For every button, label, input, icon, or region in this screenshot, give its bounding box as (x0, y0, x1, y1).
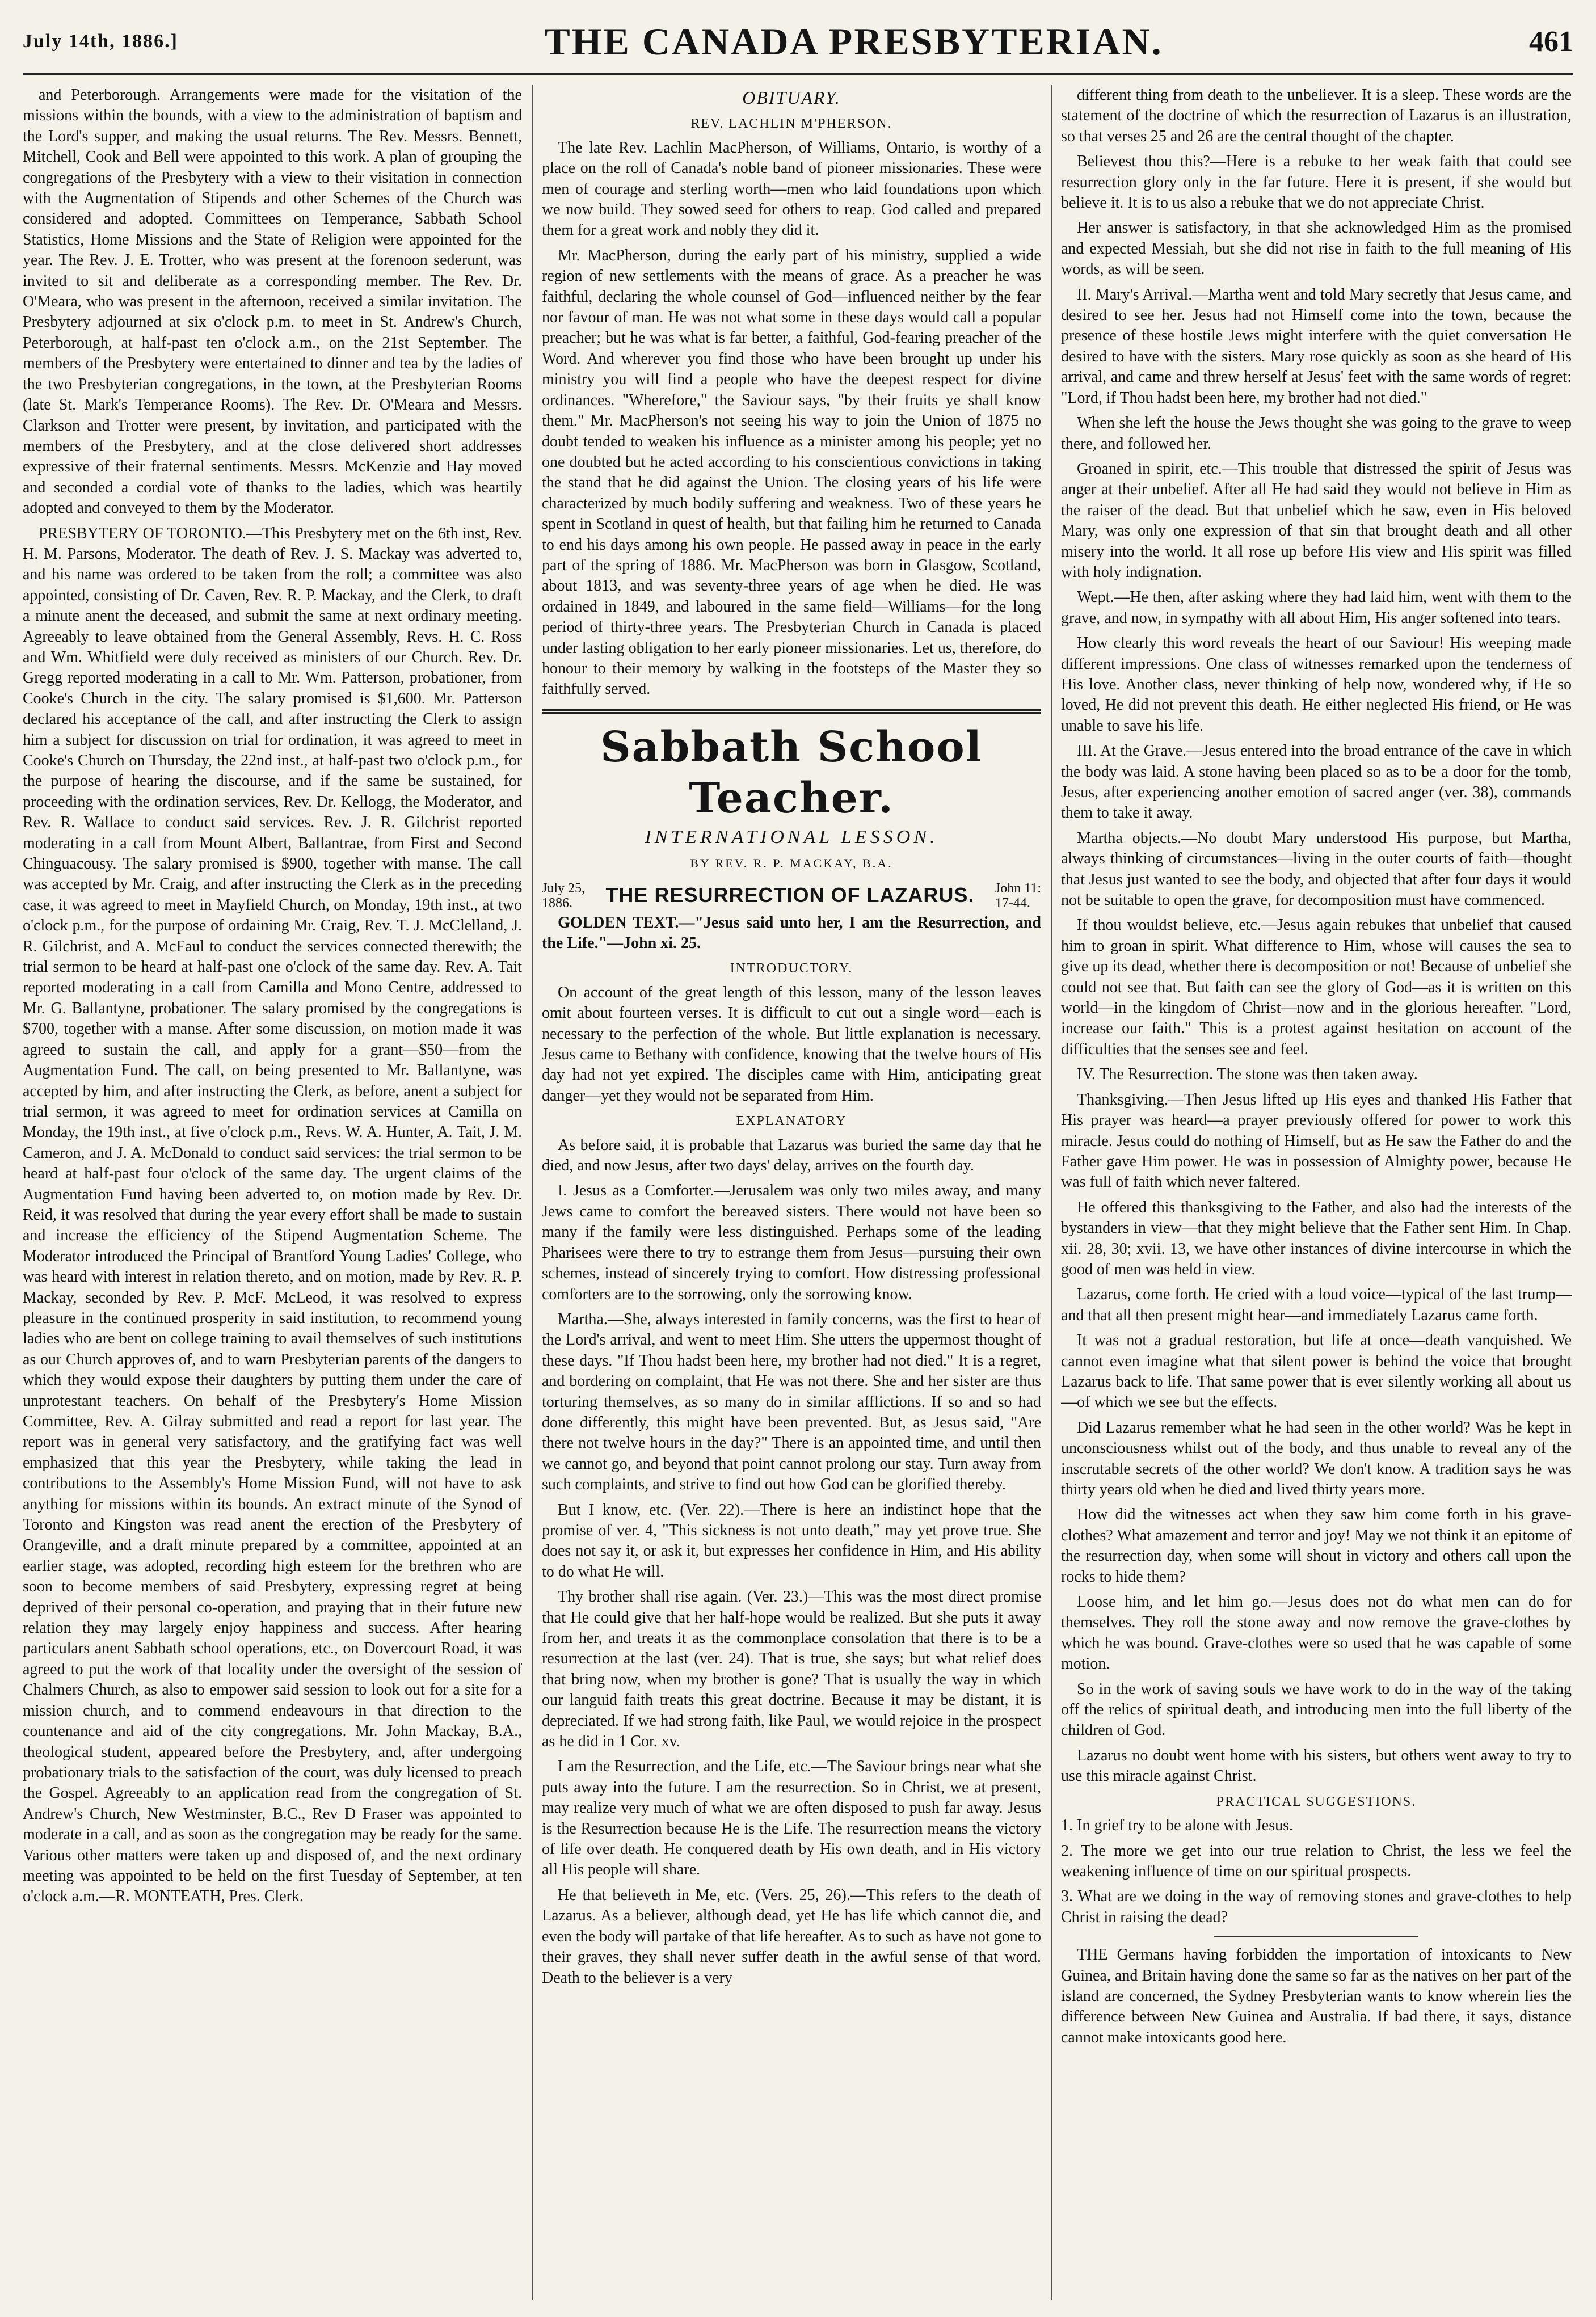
column-presbytery-reports (23, 85, 522, 2300)
obituary-heading: OBITUARY. (742, 87, 841, 108)
paragraph: He that believeth in Me, etc. (Vers. 25, 26).—This refers to the death of Lazarus. As a believer, although dead, yet He has life which cannot die, and even the body will partake of that life hereafter. As to such as have not gone to their graves, they shall never suffer death in the awful sense of that word. Death to the believer is a very (542, 1886, 1041, 1987)
list-item: 3. What are we doing in the way of removing stones and grave-clothes to help Christ in raising the dead? (1061, 1888, 1572, 1926)
paragraph: Thy brother shall rise again. (Ver. 23.)—This was the most direct promise that He could give that her half-hope would be realized. But she puts it away from her, and treats it as the commonplace consolation that there is to be a resurrection at the last (ver. 24). That is true, she says; but what relief does that bring now, when my brother is gone? That is usually the way in which our languid faith treats this great doctrine. Because it may be distant, it is depreciated. If we had strong faith, like Paul, we would rejoice in the prospect as he did in 1 Cor. xv. (542, 1588, 1041, 1751)
paragraph: He offered this thanksgiving to the Father, and also had the interests of the bystanders in view—that they might believe that the Father sent Him. In Chap. xii. 28, 30; xvii. 13, we have other instances of divine intercourse in which the good of men was held in view. (1061, 1198, 1572, 1278)
masthead (23, 10, 1573, 75)
explanatory-heading: EXPLANATORY (736, 1114, 847, 1129)
closing-paragraph: THE Germans having forbidden the importation of intoxicants to New Guinea, and Britain having done the same so far as the natives on her part of the island are concerned, the Sydney Presbyterian wants to know wherein lies the difference between New Guinea and Australia. If bad there, it says, distance cannot make intoxicants good here. (1061, 1946, 1572, 2046)
column-rule (1051, 85, 1052, 2300)
column-obituary-and-lesson (542, 85, 1041, 2300)
paragraph: Loose him, and let him go.—Jesus does not do what men can do for themselves. They roll the stone away and now remove the grave-clothes by which he was bound. Grave-clothes were so used that he was capable of some motion. (1061, 1593, 1572, 1673)
golden-text: GOLDEN TEXT.—"Jesus said unto her, I am the Resurrection, and the Life."—John xi. 25. (542, 913, 1041, 952)
paragraph: On account of the great length of this lesson, many of the lesson leaves omit about fourteen verses. It is difficult to cut out a single word—each is necessary to the perfection of the whole. But little explanation is necessary. Jesus came to Bethany with confidence, knowing that the twelve hours of His day had not yet expired. The disciples came with Him, anticipating great danger—yet they would not be separated from Him. (542, 983, 1041, 1105)
suggestions-list (1061, 1815, 1572, 1928)
practical-suggestions-heading: PRACTICAL SUGGESTIONS. (1216, 1794, 1417, 1809)
paragraph: Thanksgiving.—Then Jesus lifted up His eyes and thanked His Father that His prayer was heard—a prayer previously offered for power to work this miracle. Jesus could do nothing of Himself, but as He saw the Father do and the Father gave Him power. He was in possession of Almighty power, because He was full of faith which never faltered. (1061, 1090, 1572, 1191)
paragraph: I. Jesus as a Comforter.—Jerusalem was only two miles away, and many Jews came to comfort the bereaved sisters. There would not have been so many if the family were less distinguished. Perhaps some of the leading Pharisees were there to try to estrange them from Jesus—pursuing their own schemes, instead of sincerely trying to comfort. How distressing professional comforters are to the sorrowing, only the sorrowing know. (542, 1182, 1041, 1303)
paragraph: As before said, it is probable that Lazarus was buried the same day that he died, and now Jesus, after two days' delay, arrives on the fourth day. (542, 1136, 1041, 1175)
paragraph: I am the Resurrection, and the Life, etc.—The Saviour brings near what she puts away into the future. I am the resurrection. So in Christ, we at present, may realize very much of what we are often disposed to push far away. Jesus is the Resurrection because He is the Life. The resurrection means the victory of life over death. He conquered death by His own death, and in His victory all His people will share. (542, 1758, 1041, 1879)
paragraph: III. At the Grave.—Jesus entered into the broad entrance of the cave in which the body was laid. A stone having been placed so as to be a door for the tomb, Jesus, after experiencing another emotion of sacred anger (ver. 38), commands them to take it away. (1061, 742, 1572, 822)
column-lesson-continued (1061, 85, 1572, 2300)
newspaper-title: THE CANADA PRESBYTERIAN. (544, 19, 1163, 63)
paragraph: How did the witnesses act when they saw him come forth in his grave-clothes? What amazement and terror and joy! May we not think it an epitome of the resurrection day, when some will shout in victory and others call upon the rocks to hide them? (1061, 1506, 1572, 1586)
paragraph: PRESBYTERY OF TORONTO.—This Presbytery met on the 6th inst, Rev. H. M. Parsons, Moderator. The death of Rev. J. S. Mackay was adverted to, and his name was ordered to be taken from the roll; a committee was also appointed, consisting of Dr. Caven, Rev. R. P. Mackay, and the Clerk, to draft a minute anent the deceased, and submit the same at next ordinary meeting. Agreeably to leave obtained from the General Assembly, Revs. H. C. Ross and Wm. Whitfield were duly received as ministers of our Church. Rev. Dr. Gregg reported moderating in a call to Mr. Wm. Patterson, probationer, from Cooke's Church in the city. The salary promised is $1,600. Mr. Patterson declared his acceptance of the call, and after instructing the Clerk to assign him a subject for discussion on trial for ordination, it was agreed to meet in Cooke's Church on Thursday, the 22nd inst., at half-past two o'clock p.m., for the purpose of hearing the discourse, and if the same be sustained, for proceeding with the ordination services, Rev. Dr. Kellogg, the Moderator, and Rev. R. Wallace to conduct said services. Rev. J. R. Gilchrist reported moderating in a call from Mount Albert, Ballantrae, from First and Second Chinguacousy. The salary promised is $900, together with manse. The call was accepted by Mr. Craig, and after instructing the Clerk as in the preceding case, it was agreed to meet in Mayfield Church, on Monday, 19th inst., at two o'clock p.m., for the purpose of ordaining Mr. Craig, Rev. T. J. McClelland, J. R. Gilchrist, and A. McFaul to conduct the services connected therewith; the trial sermon to be heard at half-past one o'clock of the same day. Rev. A. Tait reported moderating in a call from Camilla and Mono Centre, addressed to Mr. G. Ballantyne, probationer. The salary promised by the congregations is $700, together with a manse. After some discussion, on motion made it was agreed to sustain the call, and apply for a grant—$50—from the Augmentation Fund. The call, on being presented to Mr. Ballantyne, was accepted by him, and after instructing the Clerk, as before, anent a subject for trial sermon, it was agreed to meet for ordination services at Camilla on Monday, the 19th inst., at five o'clock p.m., Revs. W. A. Hunter, A. Tait, J. M. Cameron, and J. A. McDonald to conduct said services: the trial sermon to be heard at half-past four o'clock of the same day. The urgent claims of the Augmentation Fund having been adverted to, on motion made by Rev. Dr. Reid, it was resolved that during the year every effort shall be made to sustain and increase the efficiency of the Stipend Augmentation Scheme. The Moderator introduced the Principal of Brantford Young Ladies' College, who was heard with interest in relation thereto, and on motion, made by Rev. R. P. Mackay, seconded by Rev. P. McF. McLeod, it was resolved to express pleasure in the continued prosperity in said institution, to recommend young ladies who are bent on college training to avail themselves of such institutions as our Church approves of, and to warn Presbyterian parents of the dangers to which they would expose their daughters by putting them under the care of unprotestant teachers. On behalf of the Presbytery's Home Mission Committee, Rev. A. Gilray submitted and read a report for last year. The report was in general very satisfactory, and the gratifying fact was well emphasized that this year the Presbytery, while taking the lead in contributions to the Assembly's Home Mission Fund, will not have to ask anything for missions within its bounds. An extract minute of the Synod of Toronto and Kingston was read anent the erection of the Presbytery of Orangeville, and a draft minute prepared by a committee, appointed at an earlier stage, was adopted, recording high esteem for the brethren who are soon to become members of said Presbytery, expressing regret at being deprived of their personal co-operation, and praying that in their future new relation they may largely enjoy happiness and success. After hearing particulars anent Sabbath school operations, etc., on Dovercourt Road, it was agreed to put the work of that locality under the oversight of the session of Chalmers Church, as also to empower said session to look out for a site for a mission church, and to commend endeavours in that direction to the countenance and aid of the city congregations. Mr. John Mackay, B.A., theological student, appeared before the Presbytery, and, after undergoing probationary trials to the satisfaction of the court, was duly licensed to preach the Gospel. Agreeably to an application read from the congregation of St. Andrew's Church, New Westminster, B.C., Rev D Fraser was appointed to moderate in a call, and as soon as the congregation may be ready for the same. Various other matters were taken up and disposed of, and the next ordinary meeting was appointed to be held on the first Tuesday of September, at ten o'clock a.m.—R. MONTEATH, Pres. Clerk. (23, 524, 522, 1906)
divider (1214, 1936, 1418, 1937)
page-number: 461 (1528, 25, 1573, 58)
introductory-heading: INTRODUCTORY. (730, 961, 853, 976)
paragraph: Groaned in spirit, etc.—This trouble that distressed the spirit of Jesus was anger at their unbelief. After all He had said they would not believe in Him as the raiser of the dead. But that unbelief which he saw, even in His beloved Mary, was only one expression of that sin that brought death and all other misery into the world. It all rose up before His view and His spirit was filled with holy indignation. (1061, 460, 1572, 581)
lesson-title: THE RESURRECTION OF LAZARUS. (605, 883, 975, 907)
paragraph: Lazarus no doubt went home with his sisters, but others went away to try to use this miracle against Christ. (1061, 1746, 1572, 1785)
paragraph: and Peterborough. Arrangements were made for the visitation of the missions within the bounds, with a view to the administration of baptism and the Lord's supper, and making the usual returns. The Rev. Messrs. Bennett, Mitchell, Cook and Bell were appointed to this work. A plan of grouping the congregations of the Presbytery with a view to their visitation in connection with the Augmentation of Stipends and other Schemes of the Church was considered and adopted. Committees on Temperance, Sabbath School Statistics, Home Missions and the State of Religion were appointed for the year. The Rev. J. E. Trotter, who was present at the forenoon sederunt, was invited to sit and deliberate as a corresponding member. The Rev. Dr. O'Meara, who was present in the afternoon, received a similar invitation. The Presbytery adjourned at six o'clock p.m. to meet in St. Andrew's Church, Peterborough, at half-past ten o'clock a.m., on the 21st September. The members of the Presbytery were entertained to dinner and tea by the ladies of the two Presbyterian congregations, in the town, at the Presbyterian Rooms (late St. Mark's Temperance Rooms). The Rev. Dr. O'Meara and Messrs. Clarkson and Trotter were present, by invitation, and participated with the members of the Presbytery, and at the close delivered short addresses expressive of their fraternal sentiments. Messrs. McKenzie and Hay moved and seconded a cordial vote of thanks to the ladies, which was heartily adopted and conveyed to them by the Moderator. (23, 86, 522, 517)
lesson-header (542, 881, 1041, 911)
paragraph: Lazarus, come forth. He cried with a loud voice—typical of the last trump—and that all then present might hear—and immediately Lazarus came forth. (1061, 1286, 1572, 1324)
paragraph: So in the work of saving souls we have work to do in the way of the taking off the relics of spiritual death, and introducing men into the full liberty of the children of God. (1061, 1680, 1572, 1739)
section-divider (542, 709, 1041, 714)
paragraph: If thou wouldst believe, etc.—Jesus again rebukes that unbelief that caused him to groan in spirit. What difference to Him, whose will causes the sea to give up its dead, whether there is decomposition or not! Because of unbelief she could not see that. But faith can see the glory of God—as it is written on this world—in the kingdom of Christ—now and in the glorious hereafter. "Lord, increase our faith." This is a protest against hesitation on account of the difficulties that the senses see and feel. (1061, 916, 1572, 1058)
paragraph: When she left the house the Jews thought she was going to the grave to weep there, and followed her. (1061, 414, 1572, 453)
paragraph: different thing from death to the unbeliever. It is a sleep. These words are the statement of the doctrine of which the resurrection of Lazarus is an illustration, so that verses 25 and 26 are the central thought of the chapter. (1061, 86, 1572, 145)
column-rule (532, 85, 533, 2300)
paragraph: But I know, etc. (Ver. 22).—There is here an indistinct hope that the promise of ver. 4, "This sickness is not unto death," may yet prove true. She does not say it, or ask it, but expresses her confidence in Him, and His ability to do what He will. (542, 1501, 1041, 1581)
paragraph: Her answer is satisfactory, in that she acknowledged Him as the promised and expected Messiah, but she did not rise in faith to the full meaning of His words, as will be seen. (1061, 219, 1572, 279)
lesson-reference-line: John 11: (995, 881, 1041, 896)
paragraph: II. Mary's Arrival.—Martha went and told Mary secretly that Jesus came, and desired to see her. Jesus had not Himself come into the town, because the presence of these hostile Jews might interfere with the quiet conversation He desired to have with the sisters. Mary rose quickly as soon as she heard of His arrival, and came and threw herself at Jesus' feet with the same words of regret: "Lord, if Thou hadst been here, my brother had not died." (1061, 285, 1572, 407)
paragraph: Wept.—He then, after asking where they had laid him, went with them to the grave, and now, in sympathy with all about Him, His anger softened into tears. (1061, 588, 1572, 627)
lesson-reference (995, 881, 1041, 911)
lesson-reference-line: 17-44. (995, 895, 1030, 911)
paragraph: It was not a gradual restoration, but life at once—death vanquished. We cannot even imagine what that silent power is behind the voice that brought Lazarus back to life. That same power that is ever silently working all about us—of which we see but the effects. (1061, 1332, 1572, 1412)
lesson-date-line: July 25, (542, 881, 586, 896)
paragraph: Believest thou this?—Here is a rebuke to her weak faith that could see resurrection glory only in the far future. Here it is present, if she would but believe it. It is to us also a rebuke that we do not appreciate Christ. (1061, 153, 1572, 212)
paragraph: Did Lazarus remember what he had seen in the other world? Was he kept in unconsciousness whilst out of the body, and thus unable to reveal any of the inscrutable secrets of the other world? We don't know. A tradition says he was thirty years old when he died and lived thirty years more. (1061, 1418, 1572, 1498)
sabbath-school-teacher-title: Sabbath School Teacher. (600, 722, 983, 823)
issue-date: July 14th, 1886.] (23, 31, 178, 52)
paragraph: The late Rev. Lachlin MacPherson, of Williams, Ontario, is worthy of a place on the roll of Canada's noble band of pioneer missionaries. These were men of courage and sterling worth—men who laid foundations upon which we now build. They sowed seed for others to reap. God called and prepared them for a great work and nobly they did it. (542, 138, 1041, 239)
paragraph: IV. The Resurrection. The stone was then taken away. (1077, 1065, 1418, 1084)
byline: BY REV. R. P. MACKAY, B.A. (690, 856, 893, 871)
paragraph: How clearly this word reveals the heart of our Saviour! His weeping made different impressions. One class of witnesses remarked upon the tenderness of His love. Another class, never thinking of help now, wondered why, if He so loved, He did not prevent this death. He either neglected His friend, or He was unable to save his life. (1061, 634, 1572, 735)
lesson-date (542, 881, 585, 911)
list-item: 1. In grief try to be alone with Jesus. (1061, 1817, 1294, 1835)
list-item: 2. The more we get into our true relation to Christ, the less we feel the weakening influence of time on our spiritual prospects. (1061, 1842, 1572, 1880)
international-lesson-heading: INTERNATIONAL LESSON. (645, 826, 938, 848)
paragraph: Mr. MacPherson, during the early part of his ministry, supplied a wide region of new settlements with the means of grace. As a preacher he was faithful, declaring the whole counsel of God—influenced neither by the fear nor favour of man. He was not what some in these days would call a popular preacher; but he was what is far better, a faithful, God-fearing preacher of the Word. And wherever you find those who have been brought up under his ministry you will find a people who have the deepest respect for divine ordinances. "Wherefore," the Saviour says, "by their fruits ye shall know them." Mr. MacPherson's not seeing his way to join the Union of 1875 no doubt tended to weaken his influence as a minister among his people; yet no one doubted but he acted according to his conscientious convictions in taking the stand that he did against the Union. The closing years of his life were characterized by much bodily suffering and weakness. Two of these years he spent in Scotland in quest of health, but that failing him he returned to Canada to end his days among his own people. He passed away in peace in the early part of the spring of 1886. Mr. MacPherson was born in Glasgow, Scotland, about 1813, and was seventy-three years of age when he died. He was ordained in 1849, and laboured in the same field—Williams—for the long period of thirty-three years. The Presbyterian Church in Canada is placed under lasting obligation to her early pioneer missionaries. Let us, therefore, do honour to their memory by walking in the footsteps of the Master they so faithfully served. (542, 246, 1041, 698)
paragraph: Martha.—She, always interested in family concerns, was the first to hear of the Lord's arrival, and went to meet Him. She utters the uppermost thought of these days. "If Thou hadst been here, my brother had not died." It is a regret, and bordering on complaint, that He was not there. She and her sister are thus torturing themselves, as so many do in similar afflictions. If so and so had done differently, this might have been prevented. But, as Jesus said, "Are there not twelve hours in the day?" There is an appointed time, and until then we cannot go, and beyond that point cannot prolong our stay. Turn away from such complaints, and strive to find out how God can be glorified thereby. (542, 1310, 1041, 1494)
paragraph: Martha objects.—No doubt Mary understood His purpose, but Martha, always thinking of circumstances—living in the outer courts of faith—thought that Jesus just wanted to see the body, and objected that after four days it would not be suitable to open the grave, for decomposition must have commenced. (1061, 829, 1572, 909)
lesson-date-line: 1886. (542, 895, 572, 911)
obituary-subheading: REV. LACHLIN M'PHERSON. (690, 116, 892, 132)
